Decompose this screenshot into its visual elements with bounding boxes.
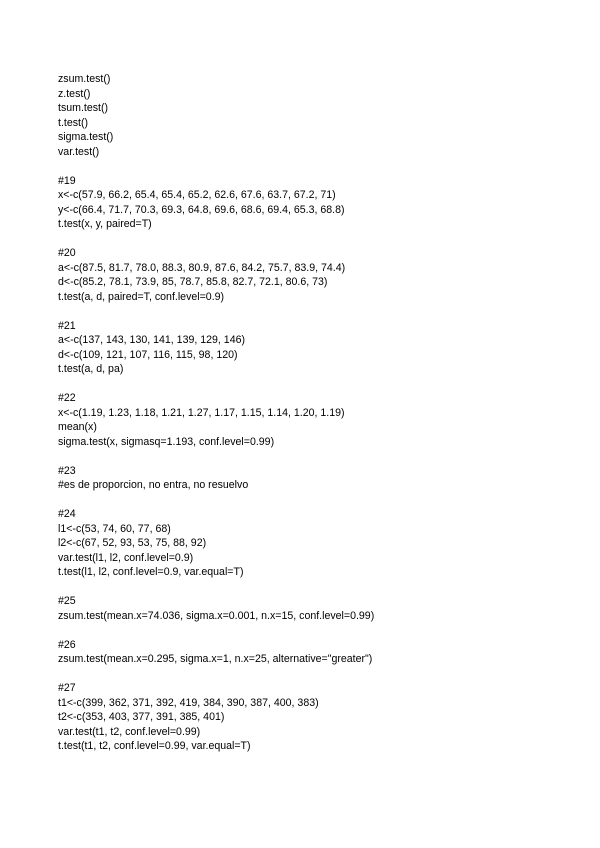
comment-line: #21	[58, 319, 76, 332]
code-line: d<-c(109, 121, 107, 116, 115, 98, 120)	[58, 348, 238, 361]
comment-line: #22	[58, 392, 76, 404]
comment-line: #20	[58, 247, 76, 259]
blank-line	[58, 304, 578, 319]
code-line: x<-c(57.9, 66.2, 65.4, 65.4, 65.2, 62.6, 67.6, 63.7, 67.2, 71)	[58, 189, 336, 201]
code-line: sigma.test(x, sigmasq=1.193, conf.level=0.99)	[58, 435, 275, 448]
blank-line	[58, 493, 578, 508]
code-line: var.test()	[58, 145, 100, 158]
comment-line: #27	[58, 682, 76, 694]
code-line: z.test()	[58, 87, 91, 100]
code-line: zsum.test()	[58, 73, 111, 85]
code-line: t.test(t1, t2, conf.level=0.99, var.equal=T)	[58, 740, 251, 752]
blank-line	[58, 580, 578, 595]
blank-line	[58, 667, 578, 682]
code-line: t.test(l1, l2, conf.level=0.9, var.equal=T)	[58, 566, 244, 578]
code-line: zsum.test(mean.x=74.036, sigma.x=0.001, n.x=15, conf.level=0.99)	[58, 609, 375, 622]
code-line: t2<-c(353, 403, 377, 391, 385, 401)	[58, 711, 225, 723]
blank-line	[58, 159, 578, 174]
code-line: y<-c(66.4, 71.7, 70.3, 69.3, 64.8, 69.6, 68.6, 69.4, 65.3, 68.8)	[58, 203, 345, 216]
comment-line: #25	[58, 595, 76, 607]
comment-line: #19	[58, 174, 76, 187]
blank-line	[58, 377, 578, 392]
code-line: l1<-c(53, 74, 60, 77, 68)	[58, 522, 171, 535]
comment-line: #26	[58, 638, 76, 651]
code-line: a<-c(87.5, 81.7, 78.0, 88.3, 80.9, 87.6, 84.2, 75.7, 83.9, 74.4)	[58, 261, 346, 274]
code-line: t.test(a, d, pa)	[58, 363, 124, 375]
code-line: t.test()	[58, 116, 89, 129]
code-line: d<-c(85.2, 78.1, 73.9, 85, 78.7, 85.8, 82.7, 72.1, 80.6, 73)	[58, 276, 328, 288]
code-line: t.test(a, d, paired=T, conf.level=0.9)	[58, 290, 225, 303]
code-line: l2<-c(67, 52, 93, 53, 75, 88, 92)	[58, 537, 207, 549]
code-line: mean(x)	[58, 421, 97, 433]
code-line: t1<-c(399, 362, 371, 392, 419, 384, 390, 387, 400, 383)	[58, 696, 319, 709]
code-line: tsum.test()	[58, 102, 109, 114]
code-line: zsum.test(mean.x=0.295, sigma.x=1, n.x=25, alternative="greater")	[58, 653, 373, 665]
comment-line: #es de proporcion, no entra, no resuelvo	[58, 479, 249, 491]
blank-line	[58, 623, 578, 638]
code-line: a<-c(137, 143, 130, 141, 139, 129, 146)	[58, 334, 246, 346]
blank-line	[58, 449, 578, 464]
code-line: x<-c(1.19, 1.23, 1.18, 1.21, 1.27, 1.17, 1.15, 1.14, 1.20, 1.19)	[58, 406, 345, 419]
code-line: var.test(t1, t2, conf.level=0.99)	[58, 725, 201, 738]
code-line: t.test(x, y, paired=T)	[58, 218, 152, 230]
code-line: var.test(l1, l2, conf.level=0.9)	[58, 551, 194, 564]
document-page	[58, 72, 578, 754]
comment-line: #24	[58, 508, 76, 520]
code-line: sigma.test()	[58, 131, 114, 143]
blank-line	[58, 232, 578, 247]
comment-line: #23	[58, 464, 76, 477]
